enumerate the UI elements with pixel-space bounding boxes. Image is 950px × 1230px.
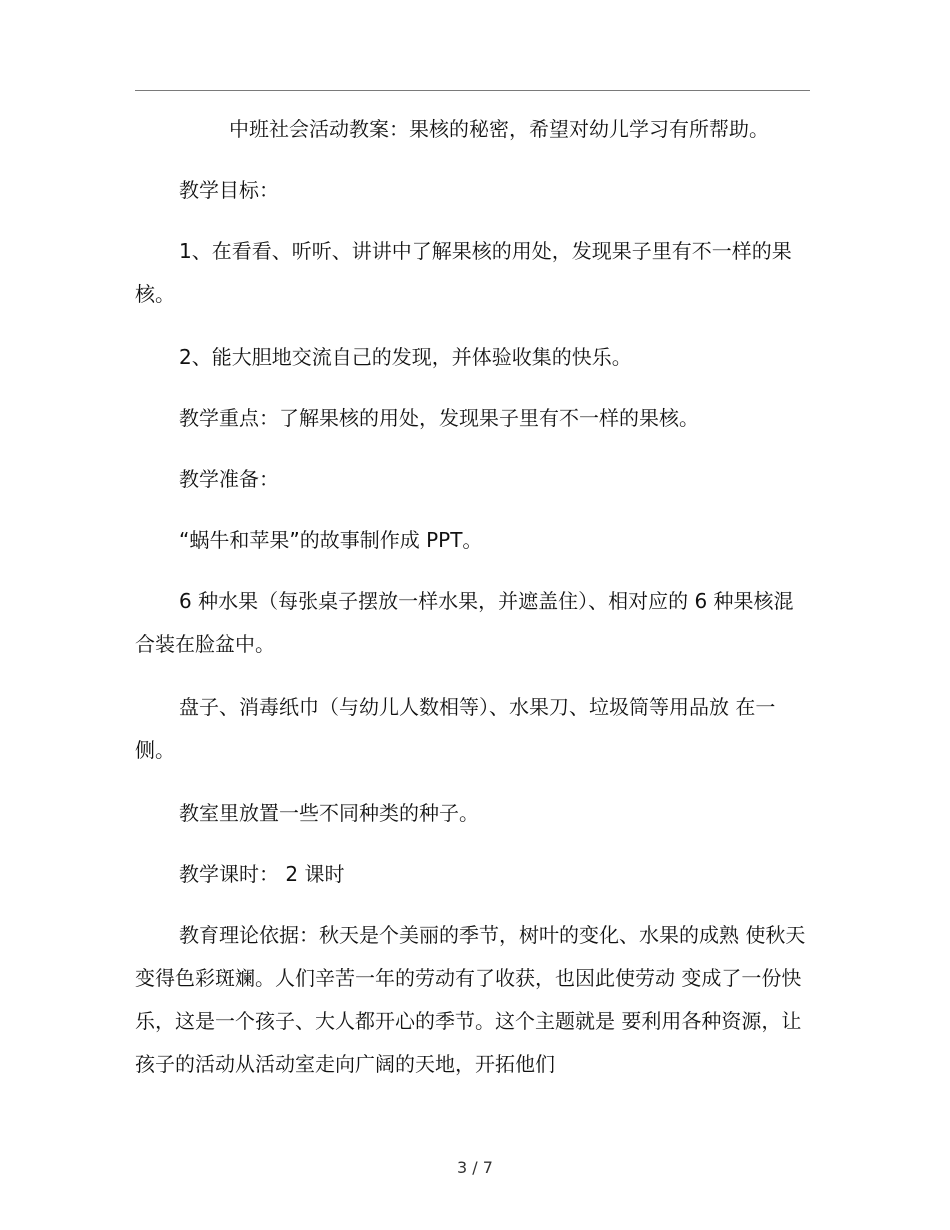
preparation-item-supplies: 盘子、消毒纸巾（与幼儿人数相等）、水果刀、垃圾筒等用品放 在一侧。: [135, 695, 776, 762]
preparation-item-seeds: 教室里放置一些不同种类的种子。: [179, 801, 479, 825]
teaching-focus: 教学重点：了解果核的用处，发现果子里有不一样的果核。: [179, 406, 699, 430]
preparation-item-fruits: 6 种水果（每张桌子摆放一样水果，并遮盖住）、相对应的 6 种果核混合装在脸盆中。: [135, 589, 794, 656]
preparation-item-ppt: “蜗牛和苹果”的故事制作成 PPT。: [179, 528, 483, 552]
teaching-goals-heading: 教学目标：: [179, 178, 279, 202]
goal-item-1: 1、在看看、听听、讲讲中了解果核的用处，发现果子里有不一样的果核。: [135, 239, 792, 306]
document-body: [135, 108, 810, 1106]
theory-basis-paragraph: 教育理论依据：秋天是个美丽的季节，树叶的变化、水果的成熟 使秋天变得色彩斑斓。人们辛苦一年的劳动有了收获，也因此使劳动 变成了一份快乐，这是一个孩子、大人都开心的季节。这个主题就是 要利用各种资源，让孩子的活动从活动室走向广阔的天地，开拓他们: [135, 923, 806, 1076]
header-rule: [135, 90, 810, 91]
teaching-hours: 教学课时： 2 课时: [179, 862, 345, 886]
goal-item-2: 2、能大胆地交流自己的发现，并体验收集的快乐。: [179, 345, 632, 369]
teaching-preparation-heading: 教学准备：: [179, 467, 279, 491]
intro-paragraph: 中班社会活动教案：果核的秘密，希望对幼儿学习有所帮助。: [229, 117, 769, 141]
page-number: 3 / 7: [457, 1158, 493, 1177]
